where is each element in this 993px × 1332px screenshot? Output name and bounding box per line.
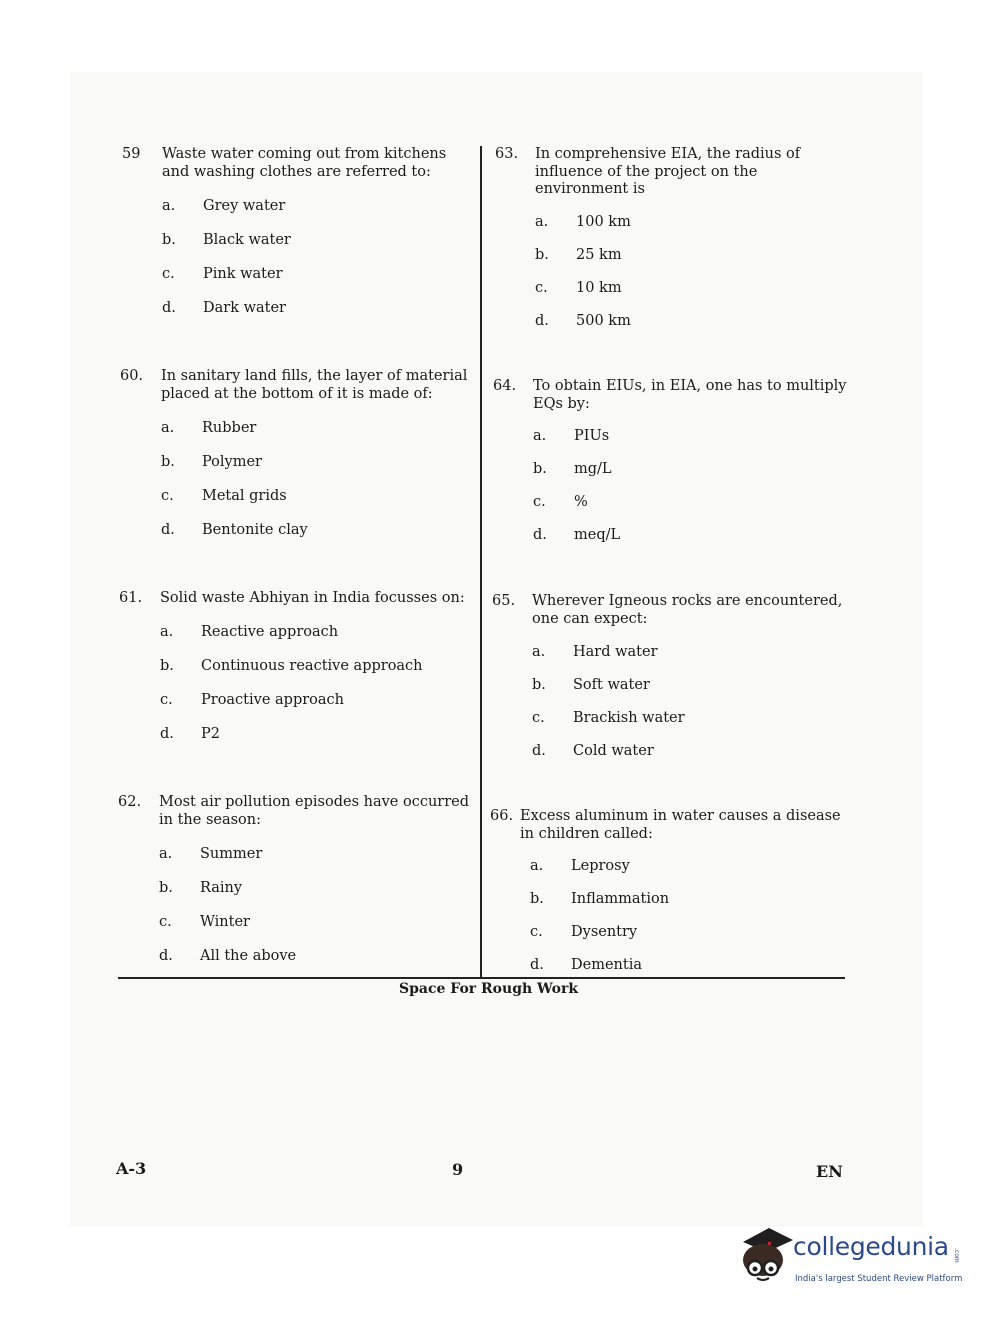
footer-set-code: A-3	[116, 1159, 147, 1178]
option-letter: d.	[532, 743, 546, 759]
option-text: Inflammation	[571, 891, 670, 907]
logo-wordmark: collegedunia	[793, 1232, 949, 1261]
option-letter: b.	[532, 677, 546, 693]
option-letter: c.	[162, 266, 175, 282]
option-text: Rainy	[200, 880, 243, 896]
option-letter: a.	[159, 846, 173, 862]
option-letter: c.	[159, 914, 172, 930]
question-63	[495, 146, 850, 336]
question-stem: Wherever Igneous rocks are encountered, one can expect:	[532, 593, 843, 627]
question-number: 63.	[495, 146, 519, 162]
footer-page-number: 9	[452, 1160, 464, 1179]
option-letter: d.	[533, 527, 547, 543]
option-text: Reactive approach	[201, 624, 339, 640]
question-number: 60.	[120, 368, 144, 384]
option-text: Pink water	[203, 266, 283, 282]
option-text: 10 km	[576, 280, 622, 296]
option-text: Winter	[200, 914, 250, 930]
option-text: Soft water	[573, 677, 650, 693]
option-text: Dysentry	[571, 924, 638, 940]
option-text: 25 km	[576, 247, 622, 263]
option-letter: b.	[535, 247, 549, 263]
option-letter: b.	[530, 891, 544, 907]
question-62	[118, 794, 477, 974]
option-text: 100 km	[576, 214, 631, 230]
question-stem: Solid waste Abhiyan in India focusses on:	[160, 590, 465, 606]
logo-suffix: .com	[953, 1248, 960, 1263]
option-text: %	[574, 494, 588, 510]
option-letter: a.	[532, 644, 546, 660]
option-text: Bentonite clay	[202, 522, 308, 538]
option-letter: b.	[533, 461, 547, 477]
option-letter: c.	[535, 280, 548, 296]
option-letter: a.	[535, 214, 549, 230]
option-letter: c.	[160, 692, 173, 708]
question-stem: To obtain EIUs, in EIA, one has to multiply EQs by:	[533, 378, 847, 412]
option-letter: d.	[530, 957, 544, 973]
option-letter: c.	[161, 488, 174, 504]
option-letter: a.	[533, 428, 547, 444]
option-letter: c.	[533, 494, 546, 510]
option-text: mg/L	[574, 461, 612, 477]
option-letter: b.	[162, 232, 176, 248]
option-letter: d.	[161, 522, 175, 538]
option-letter: a.	[161, 420, 175, 436]
option-letter: a.	[162, 198, 176, 214]
option-text: Brackish water	[573, 710, 685, 726]
question-number: 62.	[118, 794, 142, 810]
question-stem: In comprehensive EIA, the radius of influence of the project on the environment is	[535, 146, 801, 197]
option-letter: d.	[160, 726, 174, 742]
question-64	[493, 378, 850, 558]
option-letter: d.	[162, 300, 176, 316]
collegedunia-logo	[735, 1224, 965, 1294]
question-stem: Waste water coming out from kitchens and washing clothes are referred to:	[162, 146, 447, 180]
question-60	[120, 368, 477, 548]
option-text: 500 km	[576, 313, 631, 329]
question-number: 61.	[119, 590, 143, 606]
option-letter: d.	[159, 948, 173, 964]
option-text: Grey water	[203, 198, 286, 214]
question-stem: Most air pollution episodes have occurred in the season:	[159, 794, 470, 828]
question-61	[119, 590, 477, 760]
option-text: Continuous reactive approach	[201, 658, 423, 674]
option-text: Dark water	[203, 300, 286, 316]
option-letter: c.	[530, 924, 543, 940]
question-59	[122, 146, 477, 326]
option-letter: b.	[159, 880, 173, 896]
question-65	[492, 593, 850, 773]
option-text: Black water	[203, 232, 291, 248]
option-letter: b.	[160, 658, 174, 674]
option-text: Hard water	[573, 644, 658, 660]
option-text: Metal grids	[202, 488, 287, 504]
option-letter: d.	[535, 313, 549, 329]
option-text: Polymer	[202, 454, 262, 470]
question-number: 59	[122, 146, 141, 162]
question-number: 66.	[490, 808, 514, 824]
mascot-icon	[735, 1224, 795, 1286]
option-letter: c.	[532, 710, 545, 726]
question-stem: In sanitary land fills, the layer of material placed at the bottom of it is made of:	[161, 368, 468, 402]
option-text: Proactive approach	[201, 692, 345, 708]
footer-language: EN	[816, 1162, 843, 1181]
option-letter: b.	[161, 454, 175, 470]
question-number: 65.	[492, 593, 516, 609]
option-text: meq/L	[574, 527, 621, 543]
option-text: Rubber	[202, 420, 257, 436]
option-text: Leprosy	[571, 858, 630, 874]
rough-work-label: Space For Rough Work	[399, 981, 579, 997]
logo-tagline: India's largest Student Review Platform	[795, 1274, 963, 1284]
column-divider	[480, 146, 482, 978]
option-letter: a.	[530, 858, 544, 874]
question-stem: Excess aluminum in water causes a disease in children called:	[520, 808, 841, 842]
question-number: 64.	[493, 378, 517, 394]
option-text: All the above	[200, 948, 297, 964]
question-66	[490, 808, 850, 978]
option-text: Summer	[200, 846, 263, 862]
option-letter: a.	[160, 624, 174, 640]
option-text: P2	[201, 726, 220, 742]
option-text: Cold water	[573, 743, 654, 759]
option-text: Dementia	[571, 957, 642, 973]
option-text: PIUs	[574, 428, 610, 444]
